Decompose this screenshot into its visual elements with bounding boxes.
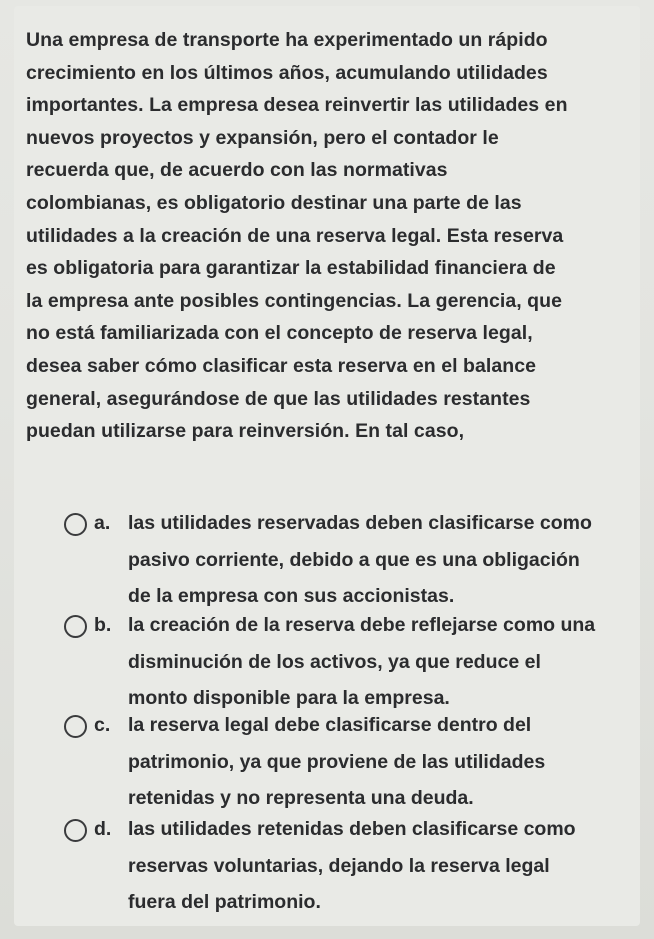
option-line: reservas voluntarias, dejando la reserva legal	[128, 854, 550, 877]
question-line: utilidades a la creación de una reserva legal. Esta reserva	[26, 224, 564, 247]
option-line: pasivo corriente, debido a que es una obligación	[128, 548, 580, 571]
option-d-radio[interactable]	[64, 819, 87, 842]
option-a-radio[interactable]	[64, 513, 87, 536]
question-line: general, asegurándose de que las utilidades restantes	[26, 387, 531, 410]
option-d-text	[128, 811, 648, 921]
option-line: las utilidades retenidas deben clasificarse como	[128, 818, 576, 840]
question-line: Una empresa de transporte ha experimentado un rápido	[26, 29, 548, 51]
option-line: fuera del patrimonio.	[128, 891, 321, 913]
option-a-letter: a.	[94, 512, 111, 534]
option-c-radio[interactable]	[64, 715, 87, 738]
option-d-letter: d.	[94, 818, 112, 840]
question-line: crecimiento en los últimos años, acumulando utilidades	[26, 61, 548, 84]
option-line: la creación de la reserva debe reflejarse como una	[128, 614, 596, 636]
option-line: retenidas y no representa una deuda.	[128, 787, 474, 809]
question-line: puedan utilizarse para reinversión. En tal caso,	[26, 420, 465, 443]
option-b-text	[128, 607, 648, 717]
option-a-text	[128, 505, 648, 615]
question-line: importantes. La empresa desea reinvertir las utilidades en	[26, 94, 568, 117]
question-line: la empresa ante posibles contingencias. La gerencia, que	[26, 289, 562, 312]
option-b-radio[interactable]	[64, 615, 87, 638]
question-line: desea saber cómo clasificar esta reserva en el balance	[26, 354, 537, 377]
option-b-letter: b.	[94, 614, 112, 636]
option-line: la reserva legal debe clasificarse dentro del	[128, 714, 532, 736]
option-line: de la empresa con sus accionistas.	[128, 585, 455, 607]
question-line: no está familiarizada con el concepto de reserva legal,	[26, 322, 533, 345]
option-line: disminución de los activos, ya que reduce el	[128, 650, 541, 673]
option-c-letter: c.	[94, 714, 111, 736]
question-line: colombianas, es obligatorio destinar una parte de las	[26, 191, 522, 214]
question-line: recuerda que, de acuerdo con las normativas	[26, 159, 448, 182]
question-text	[26, 24, 626, 448]
option-c-text	[128, 707, 648, 817]
option-line: las utilidades reservadas deben clasificarse como	[128, 512, 592, 534]
question-line: nuevos proyectos y expansión, pero el contador le	[26, 126, 499, 149]
option-line: patrimonio, ya que proviene de las utilidades	[128, 750, 546, 773]
question-line: es obligatoria para garantizar la estabilidad financiera de	[26, 257, 556, 280]
option-line: monto disponible para la empresa.	[128, 687, 450, 709]
